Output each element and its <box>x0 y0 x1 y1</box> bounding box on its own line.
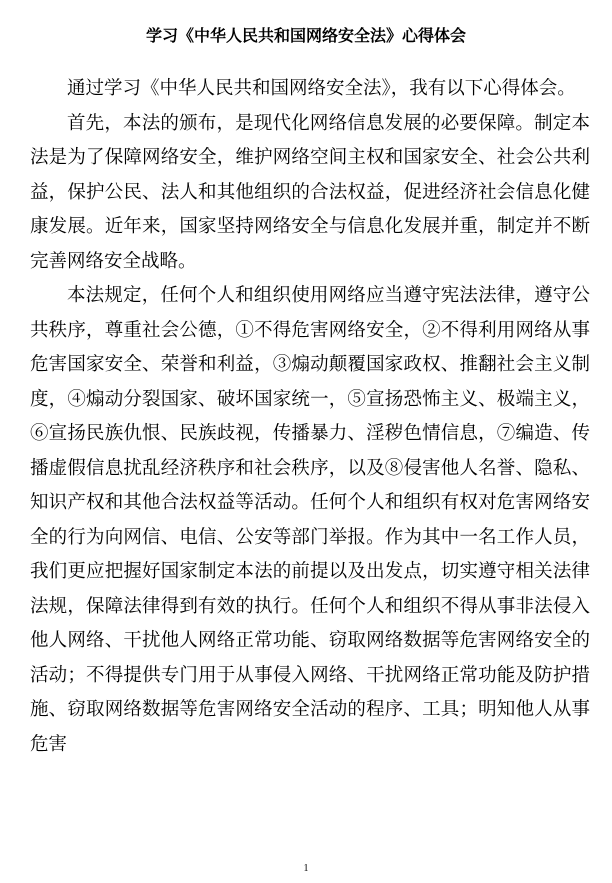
paragraph-first-point: 首先，本法的颁布，是现代化网络信息发展的必要保障。制定本法是为了保障网络安全，维护网络空间主权和国家安全、社会公共利益，保护公民、法人和其他组织的合法权益，促进经济社会信息化健康发展。近年来，国家坚持网络安全与信息化发展并重，制定并不断完善网络安全战略。 <box>30 112 590 272</box>
document-title: 学习《中华人民共和国网络安全法》心得体会 <box>145 26 466 45</box>
document-body <box>30 72 590 762</box>
paragraph-intro: 通过学习《中华人民共和国网络安全法》，我有以下心得体会。 <box>67 78 576 99</box>
paragraph-law-provisions: 本法规定，任何个人和组织使用网络应当遵守宪法法律，遵守公共秩序，尊重社会公德，①不得危害网络安全，②不得利用网络从事危害国家安全、荣誉和利益，③煽动颠覆国家政权、推翻社会主义制度，④煽动分裂国家、破坏国家统一，⑤宣扬恐怖主义、极端主义，⑥宣扬民族仇恨、民族歧视，传播暴力、淫秽色情信息，⑦编造、传播虚假信息扰乱经济秩序和社会秩序，以及⑧侵害他人名誉、隐私、知识产权和其他合法权益等活动。任何个人和组织有权对危害网络安全的行为向网信、电信、公安等部门举报。作为其中一名工作人员，我们更应把握好国家制定本法的前提以及出发点，切实遵守相关法律法规，保障法律得到有效的执行。任何个人和组织不得从事非法侵入他人网络、干扰他人网络正常功能、窃取网络数据等危害网络安全的活动；不得提供专门用于从事侵入网络、干扰网络正常功能及防护措施、窃取网络数据等危害网络安全活动的程序、工具；明知他人从事危害 <box>30 285 590 755</box>
page-number: 1 <box>303 863 309 874</box>
